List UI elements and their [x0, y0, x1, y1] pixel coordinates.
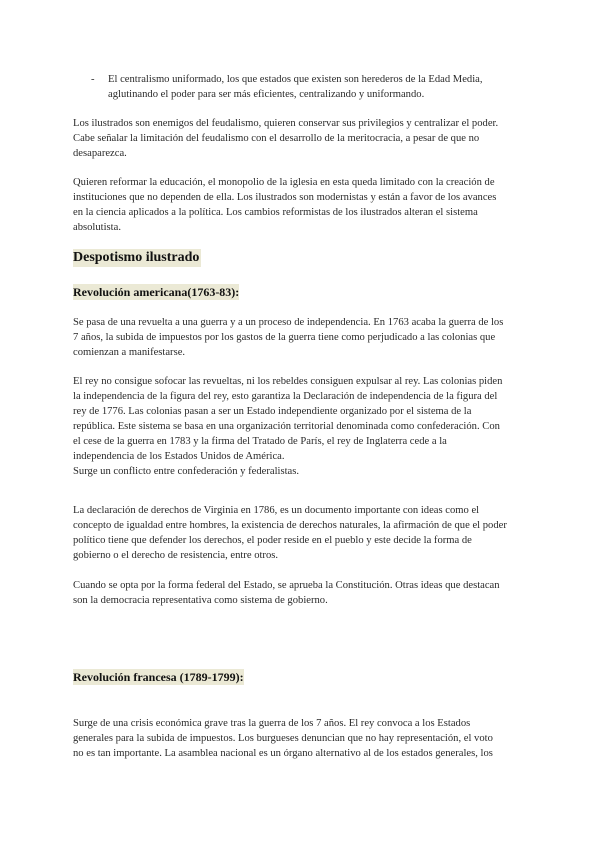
text-line: político tiene que defender los derechos, el poder reside en el pueblo y este decide la forma de: [73, 535, 472, 546]
text-line: El rey no consigue sofocar las revueltas, ni los rebeldes consiguen expulsar al rey. Las colonias piden: [73, 376, 503, 387]
text-line: comienzan a manifestarse.: [73, 347, 186, 358]
paragraph-independencia: [73, 374, 528, 479]
bullet-item: [108, 72, 528, 102]
text-line: Surge de una crisis económica grave tras la guerra de los 7 años. El rey convoca a los Estados: [73, 718, 471, 729]
text-line: aglutinando el poder para ser más eficientes, centralizando y uniformando.: [108, 89, 425, 100]
paragraph-revuelta: [73, 315, 528, 360]
text-line: Los ilustrados son enemigos del feudalismo, quieren conservar sus privilegios y centralizar el poder.: [73, 118, 499, 129]
text-line: independencia de los Estados Unidos de América.: [73, 451, 285, 462]
text-line: Cuando se opta por la forma federal del Estado, se aprueba la Constitución. Otras ideas que destacan: [73, 580, 500, 591]
paragraph-crisis: [73, 716, 528, 761]
heading-revolucion-americana: Revolución americana(1763-83):: [73, 285, 240, 299]
paragraph-virginia: [73, 503, 528, 563]
text-line: Cabe señalar la limitación del feudalismo con el desarrollo de la meritocracia, a pesar de que no: [73, 133, 480, 144]
text-line: instituciones que no dependen de ella. Los ilustrados son modernistas y están a favor de los avances: [73, 192, 497, 203]
paragraph-educacion: [73, 175, 528, 235]
text-line: La declaración de derechos de Virginia en 1786, es un documento importante con ideas como el: [73, 505, 480, 516]
text-line: rey de 1776. Las colonias pasan a ser un Estado independiente organizado por el sistema de la: [73, 406, 472, 417]
text-line: absolutista.: [73, 222, 121, 233]
text-line: Quieren reformar la educación, el monopolio de la iglesia en esta queda limitado con la creación de: [73, 177, 495, 188]
text-line: son la democracia representativa como sistema de gobierno.: [73, 595, 328, 606]
text-line: generales para la subida de impuestos. Los burgueses denuncian que no hay representación, el voto: [73, 733, 493, 744]
heading-despotismo-ilustrado: Despotismo ilustrado: [73, 250, 200, 265]
bullet-marker: -: [91, 74, 95, 85]
text-line: la independencia de la figura del rey, esto garantiza la Declaración de independencia de la figura del: [73, 391, 498, 402]
text-line: Surge un conflicto entre confederación y federalistas.: [73, 466, 300, 477]
text-line: no es tan importante. La asamblea nacional es un órgano alternativo al de los estados generales, los: [73, 748, 493, 759]
text-line: en la ciencia aplicados a la política. Los cambios reformistas de los ilustrados alteran el sistema: [73, 207, 478, 218]
text-line: 7 años, la subida de impuestos por los gastos de la guerra tiene como perjudicado a las colonias que: [73, 332, 496, 343]
text-line: El centralismo uniformado, los que estados que existen son herederos de la Edad Media,: [108, 74, 483, 85]
text-line: el cese de la guerra en 1783 y la firma del Tratado de París, el rey de Inglaterra cede a la: [73, 436, 447, 447]
text-line: concepto de igualdad entre hombres, la existencia de derechos naturales, la afirmación de que el poder: [73, 520, 507, 531]
text-line: república. Este sistema se basa en una organización territorial denominada como confederación. Con: [73, 421, 500, 432]
text-line: desaparezca.: [73, 148, 127, 159]
text-line: gobierno o el derecho de resistencia, entre otros.: [73, 550, 279, 561]
paragraph-constitucion: [73, 578, 528, 608]
paragraph-feudalismo: [73, 116, 528, 161]
text-line: Se pasa de una revuelta a una guerra y a un proceso de independencia. En 1763 acaba la guerra de los: [73, 317, 504, 328]
heading-revolucion-francesa: Revolución francesa (1789-1799):: [73, 670, 244, 684]
